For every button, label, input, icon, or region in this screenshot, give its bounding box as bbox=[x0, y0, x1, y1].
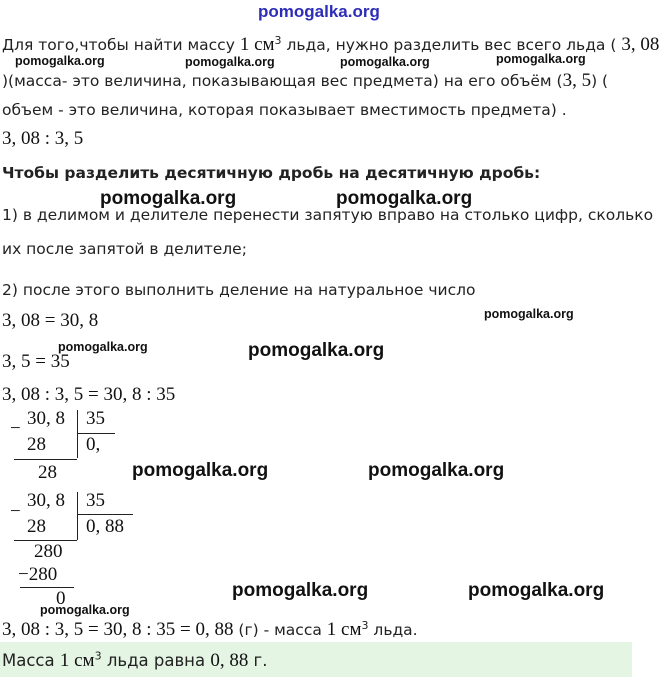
rule-heading: Чтобы разделить десятичную дробь на десятичную дробь: bbox=[2, 164, 541, 182]
mass-unit: 1 см bbox=[326, 619, 362, 640]
watermark: pomogalka.org bbox=[496, 52, 586, 66]
subtraction-line bbox=[20, 587, 74, 588]
watermark: pomogalka.org bbox=[484, 307, 574, 321]
answer-value: 0, 88 bbox=[210, 650, 249, 671]
division-bar bbox=[77, 410, 78, 458]
intro-text: Для того,чтобы найти массу bbox=[2, 36, 240, 54]
quotient: 0, bbox=[86, 434, 101, 455]
partial-subtrahend: −280 bbox=[18, 564, 58, 585]
answer-part: льда равна bbox=[101, 651, 211, 670]
power: 3 bbox=[274, 33, 282, 47]
expression-1: 3, 08 : 3, 5 bbox=[2, 128, 84, 149]
division-bar bbox=[77, 492, 78, 540]
watermark: pomogalka.org bbox=[336, 188, 473, 209]
subtraction-line bbox=[14, 459, 77, 460]
watermark: pomogalka.org bbox=[248, 340, 385, 361]
intro-text: ) ( bbox=[591, 72, 609, 90]
final-expression: 3, 08 : 3, 5 = 30, 8 : 35 = 0, 88 bbox=[2, 619, 234, 640]
power: 3 bbox=[361, 618, 369, 632]
divisor: 35 bbox=[86, 408, 105, 429]
remainder: 28 bbox=[38, 462, 57, 483]
rule-step-2: 2) после этого выполнить деление на натуральное число bbox=[2, 281, 476, 299]
subtraction-line bbox=[14, 540, 77, 541]
minus-sign: − bbox=[10, 418, 21, 439]
watermark-top: pomogalka.org bbox=[258, 2, 380, 21]
equation-3: 3, 08 : 3, 5 = 30, 8 : 35 bbox=[2, 384, 176, 405]
watermark: pomogalka.org bbox=[468, 580, 605, 601]
mass-unit: 1 см bbox=[239, 34, 275, 55]
watermark: pomogalka.org bbox=[100, 188, 237, 209]
answer-text bbox=[2, 650, 267, 672]
watermark: pomogalka.org bbox=[132, 460, 269, 481]
ice-weight: 3, 08 bbox=[621, 34, 659, 55]
equation-1: 3, 08 = 30, 8 bbox=[2, 310, 99, 331]
final-text: льда. bbox=[368, 621, 418, 639]
equation-2: 3, 5 = 35 bbox=[2, 351, 70, 372]
intro-text: льда, нужно разделить вес всего льда ( bbox=[281, 36, 617, 54]
subtrahend: 28 bbox=[27, 516, 46, 537]
watermark: pomogalka.org bbox=[185, 55, 275, 69]
rule-step-1b: их после запятой в делителе; bbox=[2, 240, 247, 258]
dividend: 30, 8 bbox=[27, 408, 65, 429]
divisor-underline bbox=[77, 433, 115, 434]
final-equation bbox=[2, 619, 418, 641]
divisor-underline bbox=[77, 514, 133, 515]
intro-line-2 bbox=[2, 70, 608, 92]
watermark: pomogalka.org bbox=[40, 603, 130, 617]
watermark: pomogalka.org bbox=[368, 460, 505, 481]
answer-box bbox=[0, 642, 632, 677]
divisor: 35 bbox=[86, 490, 105, 511]
final-remainder: 0 bbox=[56, 588, 66, 609]
mass-unit: 1 см bbox=[59, 650, 95, 671]
dividend: 30, 8 bbox=[27, 490, 65, 511]
intro-text: )(масса- это величина, показывающая вес предмета) на его объём ( bbox=[2, 72, 563, 90]
watermark: pomogalka.org bbox=[58, 340, 148, 354]
final-text: (г) - масса bbox=[233, 621, 327, 639]
rule-step-1a: 1) в делимом и делителе перенести запятую вправо на столько цифр, сколько bbox=[2, 206, 654, 224]
answer-part: Масса bbox=[2, 651, 60, 670]
ice-volume: 3, 5 bbox=[562, 70, 592, 91]
intro-line-3: объем - это величина, которая показывает вместимость предмета) . bbox=[2, 101, 567, 119]
partial-dividend: 280 bbox=[34, 541, 63, 562]
subtrahend: 28 bbox=[27, 434, 46, 455]
watermark: pomogalka.org bbox=[232, 580, 369, 601]
watermark: pomogalka.org bbox=[340, 55, 430, 69]
minus-sign: − bbox=[10, 501, 21, 522]
power: 3 bbox=[94, 649, 102, 663]
quotient: 0, 88 bbox=[86, 516, 124, 537]
watermark: pomogalka.org bbox=[15, 54, 105, 68]
answer-part: г. bbox=[248, 651, 268, 670]
